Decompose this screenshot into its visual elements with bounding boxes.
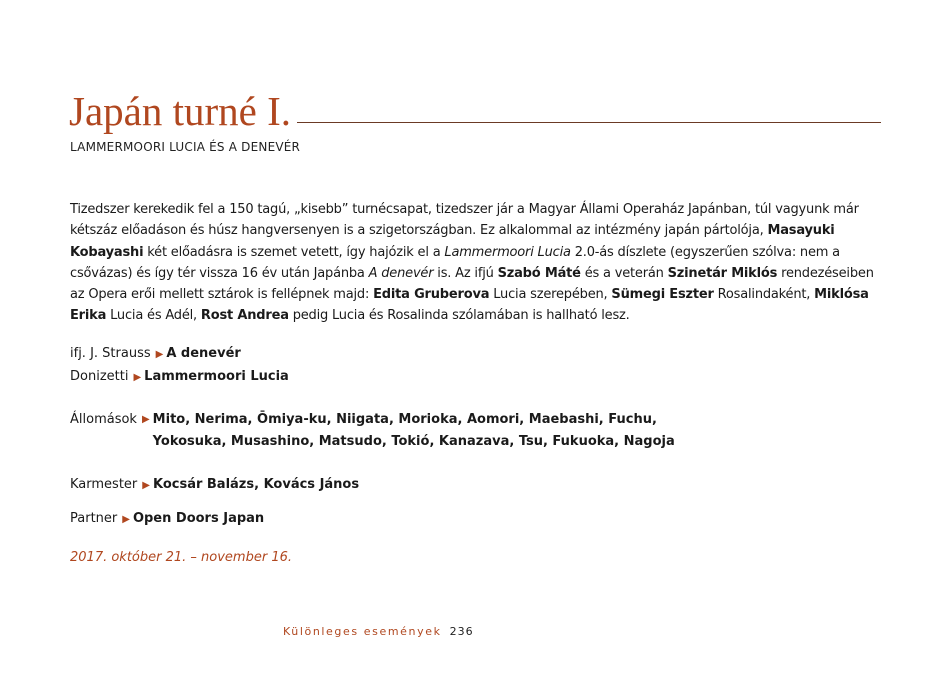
text-run: Tizedszer kerekedik fel a 150 tagú, „kisebb” turnécsapat, tizedszer jár a Magyar Állami Operaház Japánban, túl vagyunk már kétszáz előadáson és húsz hangversenyen is a szigetországban. Ez alkalommal az intézmény japán pártolója, — [70, 202, 859, 239]
stations-label: Állomások — [70, 412, 137, 427]
triangle-right-icon: ▶ — [133, 372, 142, 383]
text-run: is. Az ifjú — [433, 265, 498, 281]
text-run: rendezéseiben az Opera erői mellett sztárok is fellépnek majd: — [70, 265, 874, 303]
person-name: Sümegi Eszter — [611, 287, 714, 303]
stations-row: Yokosuka, Musashino, Matsudo, Tokió, Kanazava, Tsu, Fukuoka, Nagoja — [152, 433, 675, 449]
composer: ifj. J. Strauss — [70, 346, 151, 361]
triangle-right-icon: ▶ — [142, 480, 150, 491]
person-name: Szinetár Miklós — [667, 265, 778, 281]
intro-paragraph — [70, 199, 882, 327]
title-rule — [297, 122, 881, 123]
text-run: és a veterán — [580, 265, 668, 281]
page-title: Japán turné I. — [69, 88, 291, 134]
text-run: pedig Lucia és Rosalinda szólamában is hallható lesz. — [288, 308, 630, 324]
work-title: Lammermoori Lucia — [444, 244, 571, 260]
conductor-value: Kocsár Balázs, Kovács János — [152, 477, 360, 492]
event-date: 2017. október 21. – november 16. — [70, 550, 292, 565]
stations-line — [70, 409, 675, 452]
title-row — [69, 88, 881, 134]
stations-row: Mito, Nerima, Ōmiya-ku, Niigata, Morioka, Aomori, Maebashi, Fuchu, — [152, 412, 657, 427]
person-name: Szabó Máté — [497, 265, 581, 281]
footer-section: Különleges események — [283, 625, 442, 638]
triangle-right-icon: ▶ — [122, 514, 130, 525]
person-name: Masayuki Kobayashi — [70, 223, 835, 260]
work-line — [70, 343, 241, 366]
text-run: 2.0-ás díszlete (egyszerűen szólva: nem a csővázas) és így tér vissza 16 év után Japánba — [70, 244, 840, 281]
partner-label: Partner — [70, 511, 118, 526]
text-run: két előadásra is szemet vetett, így hajózik el a — [143, 244, 445, 260]
page-footer — [283, 625, 474, 638]
work-title: A denevér — [368, 265, 434, 281]
text-run: Rosalindaként, — [713, 287, 815, 303]
page-number: 236 — [449, 625, 474, 638]
conductor-line — [70, 474, 359, 497]
stations-values — [153, 409, 675, 452]
page-subtitle: LAMMERMOORI LUCIA ÉS A DENEVÉR — [70, 140, 301, 154]
text-run: Lucia szerepében, — [489, 287, 612, 303]
work-line — [70, 366, 289, 389]
person-name: Miklósa Erika — [70, 287, 869, 324]
partner-line — [70, 508, 264, 531]
work-title: Lammermoori Lucia — [144, 369, 289, 384]
person-name: Rost Andrea — [200, 308, 289, 324]
triangle-right-icon: ▶ — [155, 349, 164, 360]
text-run: Lucia és Adél, — [106, 308, 201, 324]
partner-value: Open Doors Japan — [132, 511, 265, 526]
composer: Donizetti — [70, 369, 129, 384]
person-name: Edita Gruberova — [373, 287, 490, 303]
conductor-label: Karmester — [70, 477, 138, 492]
work-title: A denevér — [166, 346, 241, 361]
triangle-right-icon: ▶ — [141, 414, 150, 425]
